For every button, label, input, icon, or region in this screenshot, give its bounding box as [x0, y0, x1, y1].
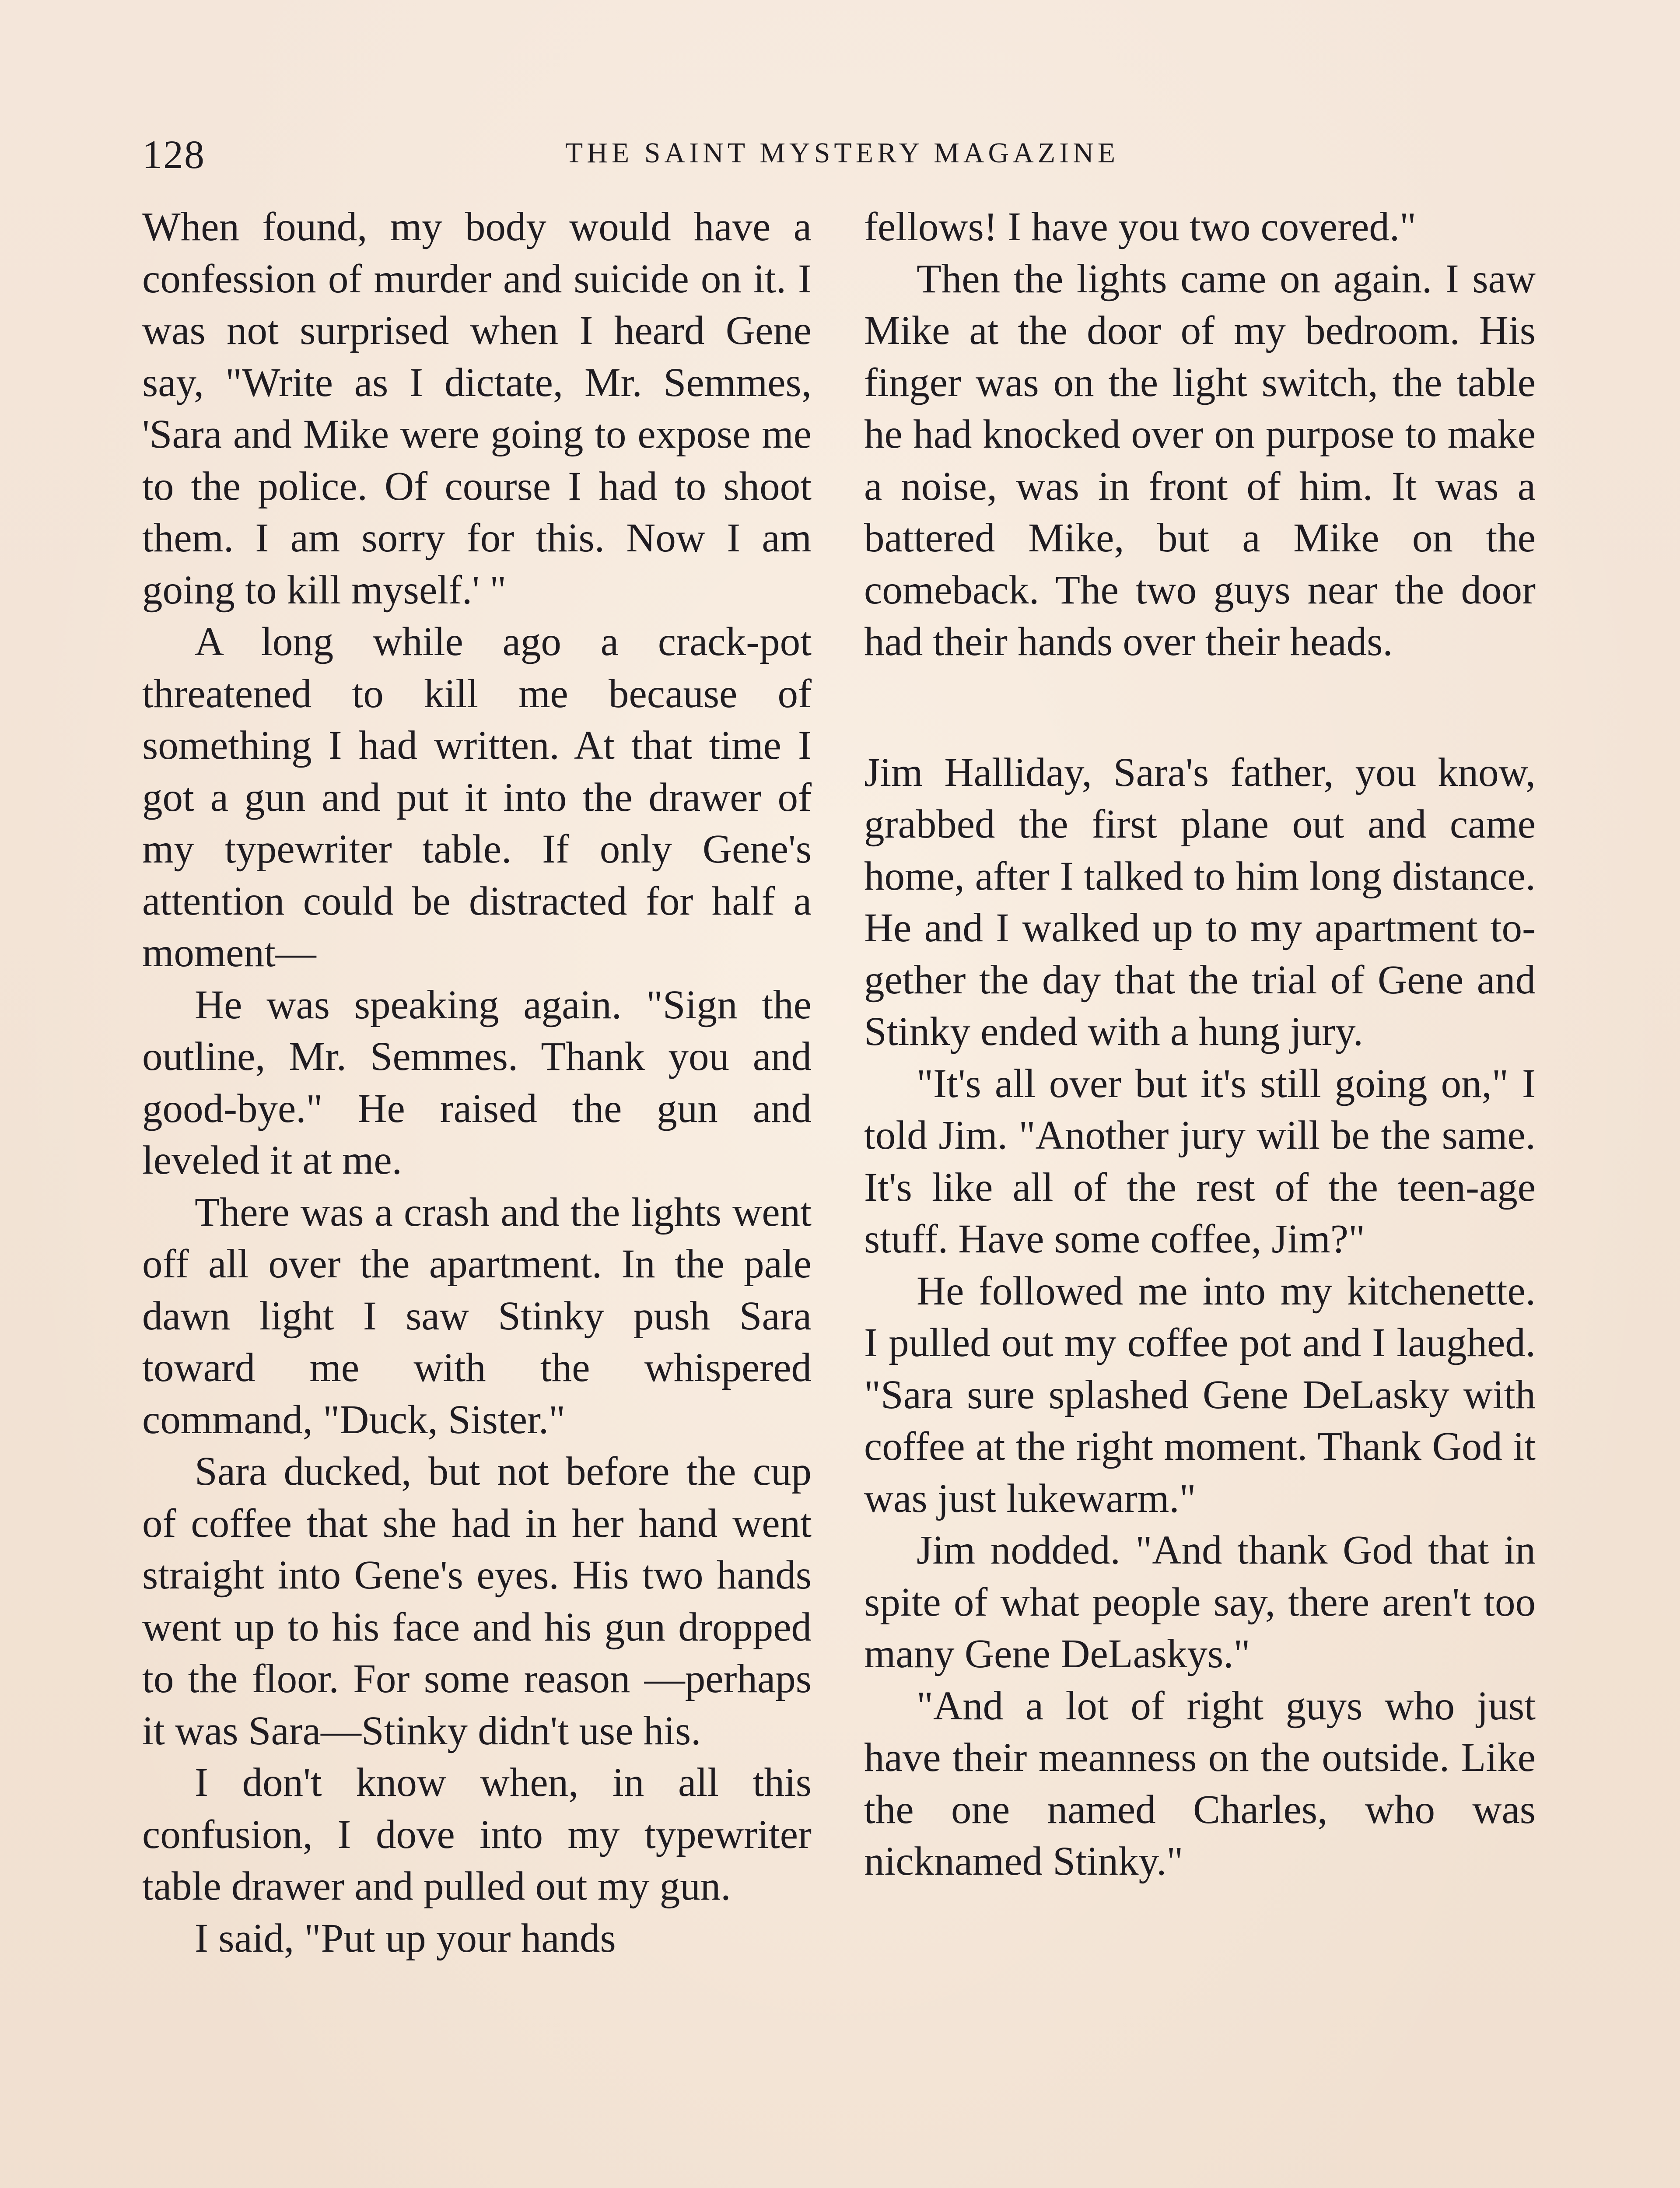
left-column — [142, 201, 812, 1964]
section-start-paragraph: Jim Halliday, Sara's father, you know, grabbed the first plane out and came home, after I talked to him long distance. He and I walked up to my apartment together the day that the trial of Gene and Stinky ended with a hung jury. — [864, 750, 1536, 1054]
paragraph: I don't know when, in all this confusion, I dove into my typewriter table drawer and pulled out my gun. — [142, 1760, 812, 1909]
paragraph: He was speaking again. "Sign the outline, Mr. Semmes. Thank you and good-bye." He raised the gun and leveled it at me. — [142, 982, 812, 1183]
paragraph: Jim nodded. "And thank God that in spite of what people say, there aren't too many Gene DeLaskys." — [864, 1528, 1536, 1676]
paragraph: fellows! I have you two covered." — [864, 204, 1417, 249]
paragraph: "And a lot of right guys who just have their meanness on the outside. Like the one named Charles, who was nicknamed Stinky." — [864, 1683, 1536, 1884]
right-column — [864, 201, 1536, 1888]
page-header — [142, 131, 1542, 179]
paragraph: When found, my body would have a confession of murder and suicide on it. I was not surprised when I heard Gene say, "Write as I dictate, Mr. Semmes, 'Sara and Mike were going to expose me to the police. Of course I had to shoot them. I am sorry for this. Now I am going to kill myself.' " — [142, 204, 812, 613]
paragraph: "It's all over but it's still going on," I told Jim. "Another jury will be the same. It's like all of the rest of the teen-age stuff. Have some coffee, Jim?" — [864, 1061, 1536, 1262]
paragraph: I said, "Put up your hands — [195, 1915, 616, 1961]
paragraph: He followed me into my kitchenette. I pulled out my coffee pot and I laughed. "Sara sure splashed Gene DeLasky with coffee at the right moment. Thank God it was just lukewarm." — [864, 1268, 1536, 1521]
paragraph: Sara ducked, but not before the cup of coffee that she had in her hand went straight into Gene's eyes. His two hands went up to his face and his gun dropped to the floor. For some reason —perhaps it was Sara—Stinky didn't use his. — [142, 1449, 812, 1753]
paragraph: Then the lights came on again. I saw Mike at the door of my bedroom. His finger was on the light switch, the table he had knocked over on purpose to make a noise, was in front of him. It was a battered Mike, but a Mike on the comeback. The two guys near the door had their hands over their heads. — [864, 256, 1536, 664]
page-number: 128 — [142, 132, 205, 177]
paragraph: A long while ago a crack-pot threatened to kill me because of something I had written. At that time I got a gun and put it into the drawer of my typewriter table. If only Gene's attention could be distracted for half a moment— — [142, 619, 812, 975]
running-title: THE SAINT MYSTERY MAGAZINE — [565, 137, 1120, 169]
paragraph: There was a crash and the lights went off all over the apartment. In the pale dawn light I saw Stinky push Sara toward me with the whispered command, "Duck, Sister." — [142, 1189, 812, 1442]
